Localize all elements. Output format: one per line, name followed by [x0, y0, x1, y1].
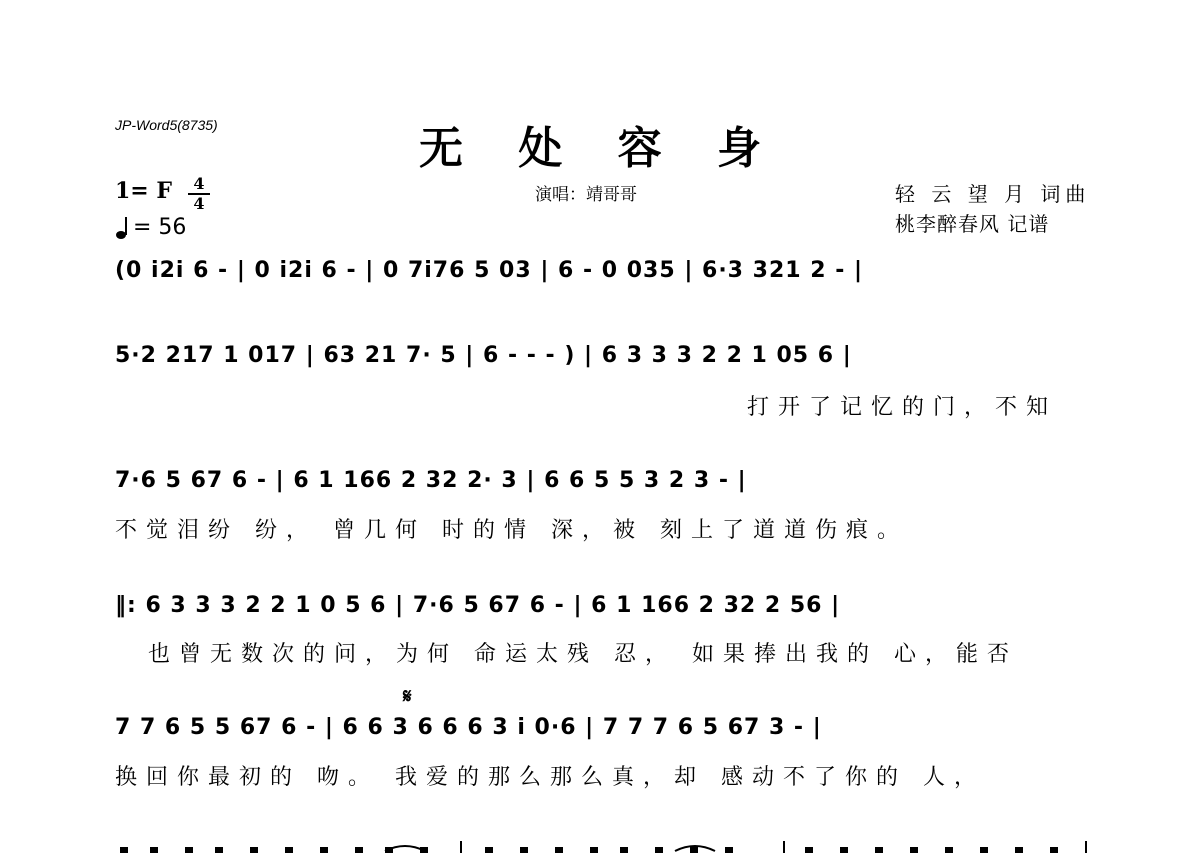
time-denominator: 4	[193, 194, 205, 213]
score-row-3: 7·6 5 67 6 - | 6 1 166 2 32 2· 3 | 6 6 5 5 3 2 3 - |	[115, 468, 747, 493]
score-row-5: 7 7 6 5 5 67 6 - | 6 6 3 6 6 6 3 i 0·6 | 7 7 7 6 5 67 3 - |	[115, 715, 822, 740]
lyrics-row-4: 也曾无数次的问，为何 命运太残 忍， 如果捧出我的 心，能否	[148, 642, 1018, 667]
key-signature: 1= F	[115, 178, 173, 204]
time-numerator: 4	[193, 174, 205, 193]
score-row-1: (0 i2i 6 - | 0 i2i 6 - | 0 7i76 5 03 | 6 - 0 035 | 6·3 321 2 - |	[115, 258, 864, 283]
lyrics-row-3: 不觉泪纷 纷， 曾几何 时的情 深，被 刻上了道道伤痕。	[115, 518, 908, 543]
score-row-4: ‖: 6 3 3 3 2 2 1 0 5 6 | 7·6 5 67 6 - | 6 1 166 2 32 2 56 |	[115, 593, 841, 618]
lyrics-row-5: 换回你最初的 吻。 我爱的那么那么真，却 感动不了你的 人，	[115, 765, 985, 790]
transcriber-credit: 桃李醉春风 记谱	[895, 212, 1050, 236]
tempo-value: = 56	[133, 215, 187, 240]
quarter-note-icon	[115, 216, 129, 240]
time-signature	[188, 176, 210, 212]
singer-credit: 演唱：靖哥哥	[535, 185, 637, 205]
song-title: 无 处 容 身	[419, 123, 781, 174]
software-label: JP-Word5(8735)	[115, 117, 218, 133]
segno-sign: 𝄋	[403, 684, 412, 708]
lyricist-composer-credit: 轻 云 望 月 词曲	[895, 182, 1091, 206]
cut-off-notes-decoration	[115, 841, 1090, 853]
score-row-2: 5·2 217 1 017 | 63 21 7· 5 | 6 - - - ) | 6 3 3 3 2 2 1 05 6 |	[115, 343, 852, 368]
lyrics-row-2: 打开了记忆的门，不知	[747, 395, 1058, 420]
tempo-marking	[115, 215, 186, 240]
cut-off-score-row	[115, 838, 1090, 850]
